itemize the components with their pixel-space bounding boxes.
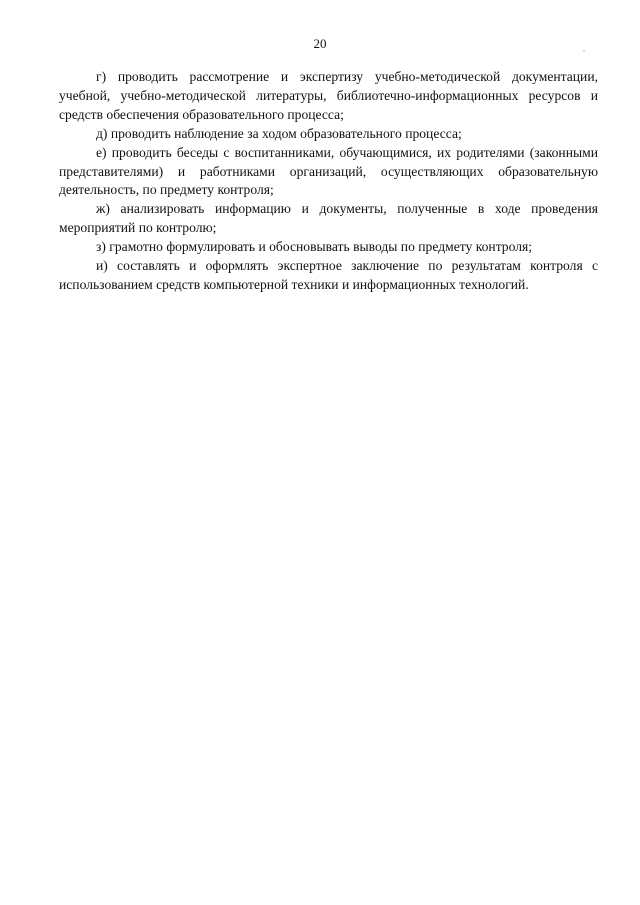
paragraph-zh: ж) анализировать информацию и документы, полученные в ходе проведения мероприятий по контролю; [59,201,598,236]
paragraph-i: и) составлять и оформлять экспертное заключение по результатам контроля с использованием средств компьютерной техники и информационных технологий. [59,258,598,292]
paragraph-g: г) проводить рассмотрение и экспертизу учебно-методической документации, учебной, учебно-методической литературы, библиотечно-информационных ресурсов и средств обеспечения образовательного процесса; [59,69,598,122]
page-number: 20 [313,36,327,51]
paragraph-d: д) проводить наблюдение за ходом образовательного процесса; [96,125,462,141]
paragraph-z: з) грамотно формулировать и обосновывать выводы по предмету контроля; [96,239,533,255]
paragraph-e: е) проводить беседы с воспитанниками, обучающимися, их родителями (законными представителями) и работниками организаций, осуществляющих образовательную деятельность, по предмету контроля; [59,144,598,198]
document-body [59,68,598,295]
